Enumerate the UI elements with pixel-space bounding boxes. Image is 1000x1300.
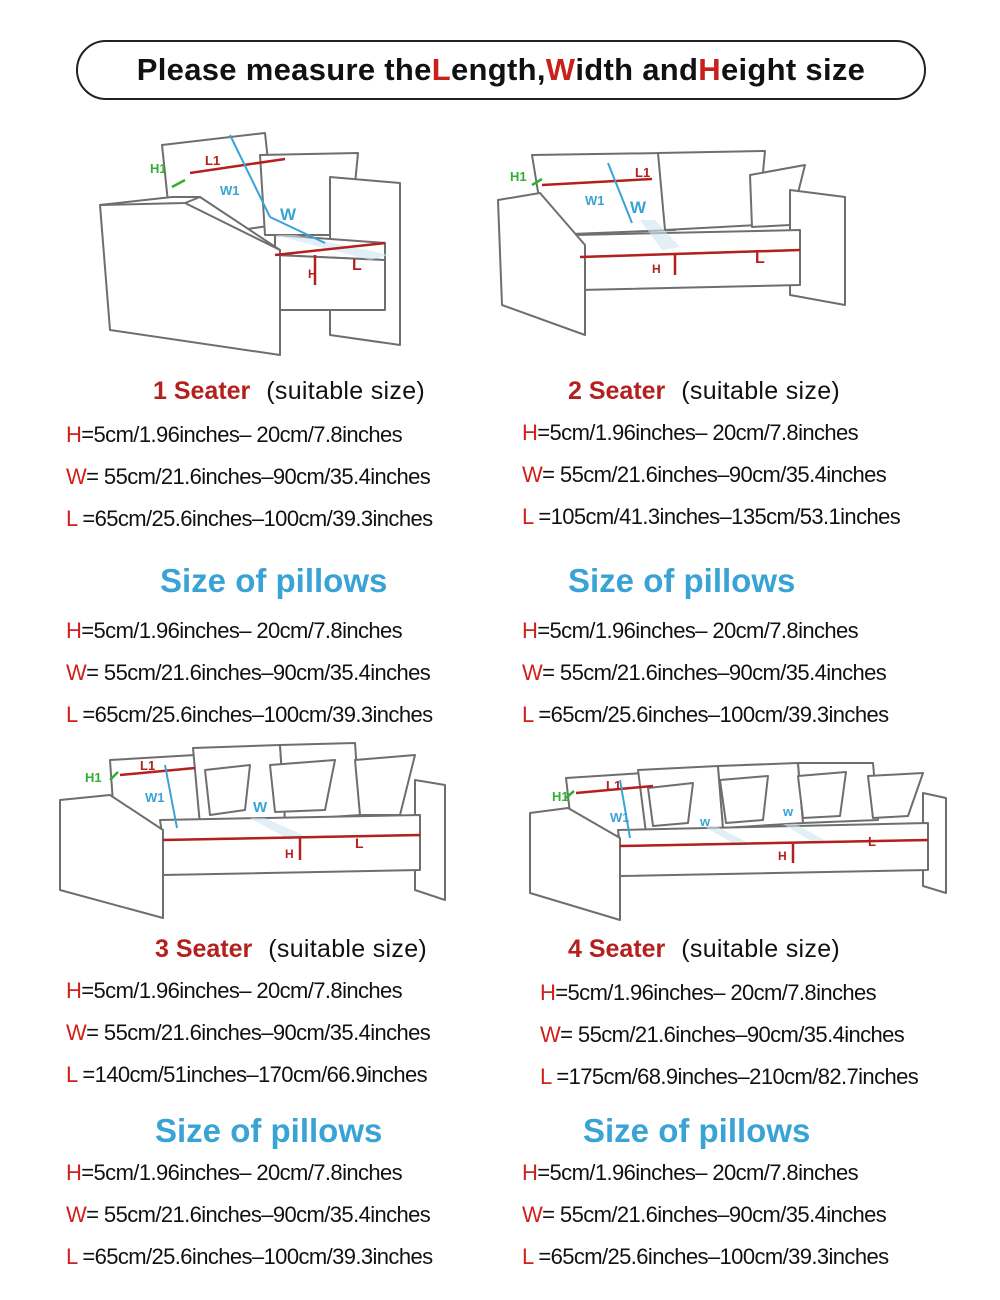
two-seater-pillow-spec-l: L =65cm/25.6inches–100cm/39.3inches bbox=[522, 702, 889, 727]
header-letter-h: H bbox=[698, 52, 721, 87]
l-label: L bbox=[755, 250, 765, 267]
two-seater-pillow-spec-h: H=5cm/1.96inches– 20cm/7.8inches bbox=[522, 618, 859, 643]
two-seater-sofa-illustration bbox=[490, 135, 850, 345]
w1-label: W1 bbox=[145, 790, 165, 805]
four-seater-pillow-spec-l: L =65cm/25.6inches–100cm/39.3inches bbox=[522, 1244, 889, 1269]
one-seater-spec-l: L =65cm/25.6inches–100cm/39.3inches bbox=[66, 506, 433, 531]
one-seater-spec-w: W= 55cm/21.6inches–90cm/35.4inches bbox=[66, 464, 431, 489]
l-label: L bbox=[352, 257, 362, 274]
three-seater-spec-h: H=5cm/1.96inches– 20cm/7.8inches bbox=[66, 978, 403, 1003]
w-label: W bbox=[280, 205, 297, 224]
h1-label: H1 bbox=[510, 169, 527, 184]
one-seater-pillow-spec-w: W= 55cm/21.6inches–90cm/35.4inches bbox=[66, 660, 431, 685]
three-seater-pillows-title: Size of pillows bbox=[155, 1112, 383, 1149]
w1-label: W1 bbox=[610, 810, 630, 825]
two-seater-pillow-spec-w: W= 55cm/21.6inches–90cm/35.4inches bbox=[522, 660, 887, 685]
w-label-1: w bbox=[700, 814, 711, 829]
w1-label: W1 bbox=[585, 193, 605, 208]
l1-label: L1 bbox=[635, 165, 651, 180]
two-seater-spec-l: L =105cm/41.3inches–135cm/53.1inches bbox=[522, 504, 901, 529]
one-seater-pillows-title: Size of pillows bbox=[160, 562, 388, 599]
h-label: H bbox=[652, 262, 661, 276]
h-label: H bbox=[308, 267, 317, 281]
header-text-3: idth and bbox=[575, 52, 699, 87]
three-seater-pillow-spec-h: H=5cm/1.96inches– 20cm/7.8inches bbox=[66, 1160, 403, 1185]
header-text-4: eight size bbox=[720, 52, 866, 87]
four-seater-pillow-spec-h: H=5cm/1.96inches– 20cm/7.8inches bbox=[522, 1160, 859, 1185]
three-seater-title: 3 Seater (suitable size) bbox=[155, 935, 428, 963]
h1-label: H1 bbox=[150, 161, 167, 176]
one-seater-title: 1 Seater (suitable size) bbox=[153, 377, 426, 405]
three-seater-spec-l: L =140cm/51inches–170cm/66.9inches bbox=[66, 1062, 427, 1087]
header-text-2: ength, bbox=[450, 52, 546, 87]
two-seater-spec-w: W= 55cm/21.6inches–90cm/35.4inches bbox=[522, 462, 887, 487]
four-seater-spec-l: L =175cm/68.9inches–210cm/82.7inches bbox=[540, 1064, 919, 1089]
four-seater-pillows-title: Size of pillows bbox=[583, 1112, 811, 1149]
two-seater-title: 2 Seater (suitable size) bbox=[568, 377, 841, 405]
four-seater-spec-h: H=5cm/1.96inches– 20cm/7.8inches bbox=[540, 980, 877, 1005]
l1-label: L1 bbox=[606, 778, 622, 793]
l1-label: L1 bbox=[205, 153, 221, 168]
w-label-2: w bbox=[783, 804, 794, 819]
four-seater-title: 4 Seater (suitable size) bbox=[568, 935, 841, 963]
header-letter-w: W bbox=[545, 52, 576, 87]
w1-label: W1 bbox=[220, 183, 240, 198]
header-text-1: Please measure the bbox=[136, 52, 432, 87]
l1-label: L1 bbox=[140, 758, 156, 773]
two-seater-pillows-title: Size of pillows bbox=[568, 562, 796, 599]
l-label: L bbox=[355, 835, 364, 851]
one-seater-sofa-illustration bbox=[90, 125, 420, 365]
header-banner bbox=[76, 40, 926, 100]
header-letter-l: L bbox=[431, 52, 451, 87]
w-label: W bbox=[630, 198, 647, 217]
one-seater-pillow-spec-l: L =65cm/25.6inches–100cm/39.3inches bbox=[66, 702, 433, 727]
four-seater-spec-w: W= 55cm/21.6inches–90cm/35.4inches bbox=[540, 1022, 905, 1047]
four-seater-pillow-spec-w: W= 55cm/21.6inches–90cm/35.4inches bbox=[522, 1202, 887, 1227]
three-seater-sofa-illustration bbox=[55, 740, 450, 920]
h-label: H bbox=[778, 849, 787, 863]
h1-label: H1 bbox=[85, 770, 102, 785]
h-label: H bbox=[285, 847, 294, 861]
w-label: W bbox=[253, 799, 268, 816]
three-seater-pillow-spec-l: L =65cm/25.6inches–100cm/39.3inches bbox=[66, 1244, 433, 1269]
four-seater-sofa-illustration bbox=[528, 758, 948, 923]
three-seater-pillow-spec-w: W= 55cm/21.6inches–90cm/35.4inches bbox=[66, 1202, 431, 1227]
three-seater-spec-w: W= 55cm/21.6inches–90cm/35.4inches bbox=[66, 1020, 431, 1045]
one-seater-spec-h: H=5cm/1.96inches– 20cm/7.8inches bbox=[66, 422, 403, 447]
h1-label: H1 bbox=[552, 789, 569, 804]
l-label: L bbox=[868, 834, 876, 849]
one-seater-pillow-spec-h: H=5cm/1.96inches– 20cm/7.8inches bbox=[66, 618, 403, 643]
two-seater-spec-h: H=5cm/1.96inches– 20cm/7.8inches bbox=[522, 420, 859, 445]
